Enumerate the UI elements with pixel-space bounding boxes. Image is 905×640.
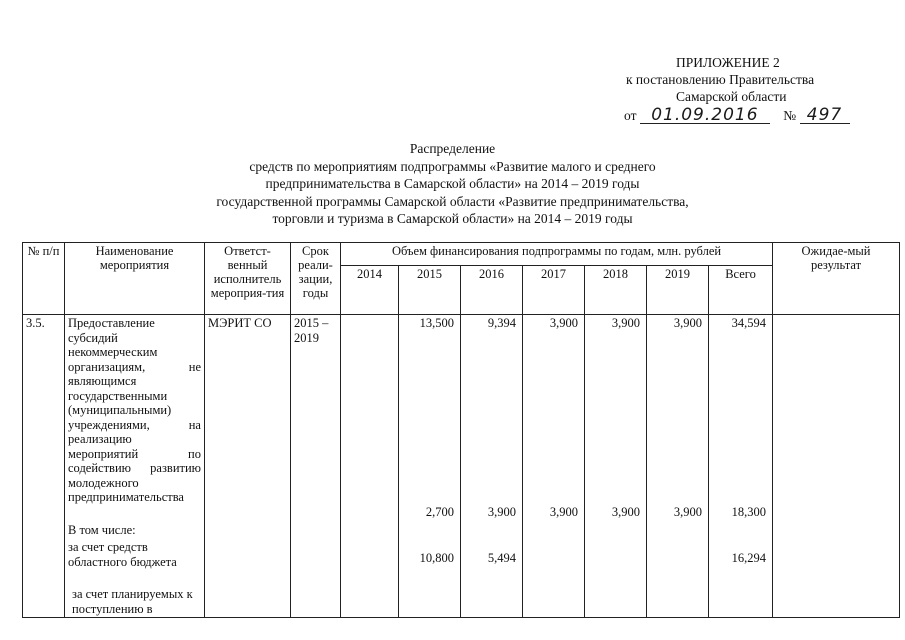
sub2-2015: 10,800	[419, 551, 454, 565]
sub1-total: 18,300	[731, 504, 767, 519]
value-2017: 3,900	[549, 316, 578, 330]
sub1-2018: 3,900	[611, 504, 640, 519]
sub1-2015: 2,700	[425, 504, 454, 519]
header-term: Срок реали-зации, годы	[291, 243, 341, 315]
col-total	[709, 315, 773, 618]
value-total: 34,594	[731, 316, 767, 330]
title-line-2: средств по мероприятиям подпрограммы «Развитие малого и среднего	[249, 158, 656, 174]
header-year-2018: 2018	[585, 266, 647, 315]
row-result	[773, 315, 900, 618]
col-2015	[399, 315, 461, 618]
title-line-5: торговли и туризма в Самарской области» на 2014 – 2019 годы	[272, 211, 633, 226]
header-year-2019: 2019	[647, 266, 709, 315]
row-name-cell	[65, 315, 205, 618]
appendix-date-line	[624, 105, 850, 125]
row-executor: МЭРИТ СО	[205, 315, 291, 618]
value-2019: 3,900	[673, 316, 702, 330]
col-2018	[585, 315, 647, 618]
row-num: 3.5.	[23, 315, 65, 618]
value-2018: 3,900	[611, 316, 640, 330]
handwritten-date: 01.09.2016	[651, 105, 759, 125]
header-name: Наименование мероприятия	[65, 243, 205, 315]
appendix-region-line: Самарской области	[676, 89, 787, 104]
header-year-2015: 2015	[399, 266, 461, 315]
header-num: № п/п	[23, 243, 65, 315]
appendix-title: ПРИЛОЖЕНИЕ 2	[676, 55, 780, 70]
col-2019	[647, 315, 709, 618]
row-term: 2015 – 2019	[291, 315, 341, 618]
col-2014	[341, 315, 399, 618]
header-year-2017: 2017	[523, 266, 585, 315]
sub-row-1-label: за счет средств областного бюджета	[68, 540, 177, 569]
header-year-2016: 2016	[461, 266, 523, 315]
sub1-2016: 3,900	[487, 504, 516, 519]
sub-row-2-label: за счет планируемых к поступлению в	[72, 587, 193, 616]
sub1-2017: 3,900	[549, 504, 578, 519]
funding-table	[22, 242, 900, 618]
appendix-resolution-line: к постановлению Правительства	[626, 72, 815, 87]
title-line-4: государственной программы Самарской области «Развитие предпринимательства,	[216, 193, 689, 209]
col-2016	[461, 315, 523, 618]
including-label: В том числе:	[68, 522, 136, 537]
row-name: Предоставление субсидий некоммерческим организациям, не являющимся государственными (муниципальными) учреждениями, на реализацию мероприятий по содействию развитию молодежного предпринимательства	[68, 316, 201, 504]
document-title	[0, 140, 905, 228]
number-label: №	[783, 108, 797, 123]
header-funding: Объем финансирования подпрограммы по годам, млн. рублей	[341, 243, 773, 266]
col-2017	[523, 315, 585, 618]
date-from-label: от	[624, 108, 637, 123]
sub2-total: 16,294	[731, 551, 767, 565]
table-row	[23, 315, 900, 618]
value-2016: 9,394	[487, 316, 516, 330]
header-result: Ожидае-мый результат	[773, 243, 900, 315]
title-line-3: предпринимательства в Самарской области» на 2014 – 2019 годы	[265, 176, 640, 191]
date-field	[640, 105, 770, 125]
number-field	[800, 105, 850, 125]
handwritten-number: 497	[806, 105, 843, 125]
header-year-2014: 2014	[341, 266, 399, 315]
title-line-1: Распределение	[409, 141, 496, 156]
header-total: Всего	[709, 266, 773, 315]
sub2-2016: 5,494	[487, 551, 516, 565]
value-2015: 13,500	[419, 316, 454, 330]
sub1-2019: 3,900	[673, 504, 702, 519]
header-executor: Ответст-венный исполнитель мероприя-тия	[205, 243, 291, 315]
